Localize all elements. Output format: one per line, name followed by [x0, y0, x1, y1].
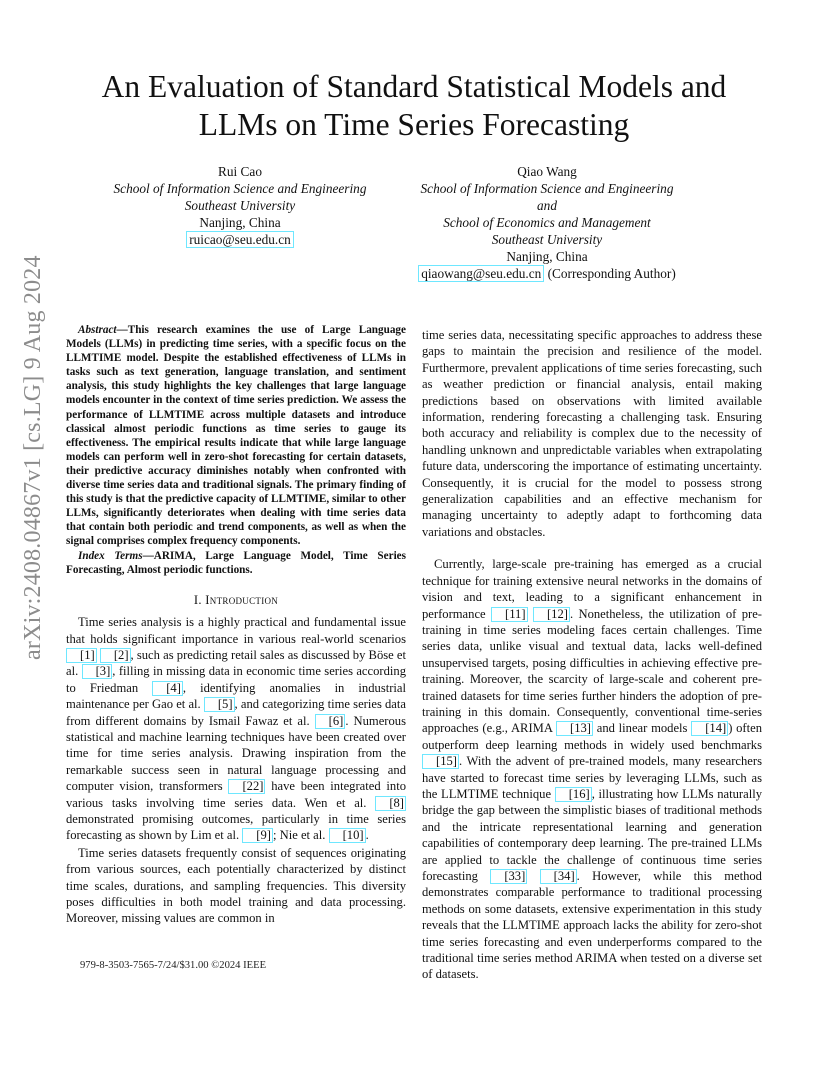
- text-run: . Nonetheless, the utilization of pre-training in time series modeling faces certain challenges. Time series data, unlike visual and textual data, lacks well-defined unsupervised targets, posing difficulties in achieving effective pre-training. Moreover, the scarcity of large-scale and coherent pre-trained datasets for time series further hinders the adoption of pre-training in this domain. Consequently, conventional time-series approaches (e.g., ARIMA: [422, 606, 762, 736]
- section-title: Introduction: [205, 592, 279, 607]
- citation-link[interactable]: [11]: [491, 607, 528, 622]
- abstract-label: Abstract: [78, 324, 117, 336]
- citation-link[interactable]: [22]: [228, 779, 265, 794]
- author-affiliation: and: [537, 198, 557, 213]
- text-run: .: [365, 828, 369, 843]
- author-affiliation: School of Information Science and Engineering: [113, 181, 367, 196]
- text-run: ; Nie et al.: [272, 828, 329, 843]
- text-run: , and categorizing time series data from different domains by Ismail Fawaz et al.: [66, 697, 406, 728]
- text-run: Currently, large-scale pre-training has emerged as a crucial technique for training extensive neural networks in the domains of vision and text, leading to a significant enhancement in performance: [422, 557, 762, 621]
- section-heading: [66, 592, 406, 608]
- author-email-link[interactable]: ruicao@seu.edu.cn: [186, 231, 294, 248]
- text-run: [527, 869, 539, 883]
- intro-paragraph-2-continued: time series data, necessitating specific approaches to address these gaps to maintain the precision and resilience of the model. Furthermore, prevalent applications of time series forecasting, such as weather prediction or financial analysis, entail making predictions based on observations with limited available information, rendering forecasting a challenging task. Ensuring both accuracy and reliability is complex due to the necessity of handling unknown and unpredictable variables when extrapolating future data, underscoring the importance of estimating uncertainty. Consequently, it is crucial for the model to possess strong generalization capabilities and an effective mechanism for managing uncertainty to adeptly adapt to forthcoming data variations and obstacles.: [422, 328, 762, 539]
- citation-link[interactable]: [33]: [490, 869, 527, 884]
- citation-link[interactable]: [13]: [556, 721, 593, 736]
- text-run: have been integrated into various tasks involving time series data. Wen et al.: [66, 779, 406, 810]
- citation-link[interactable]: [9]: [242, 828, 273, 843]
- corresponding-author-note: (Corresponding Author): [547, 266, 676, 281]
- abstract-text: —This research examines the use of Large Language Models (LLMs) in predicting time series, with a specific focus on the LLMTIME model. Despite the established effectiveness of LLMs in tasks such as text generation, language translation, and sentiment analysis, this study highlights the key challenges that large language models encounter in the context of time series prediction. We assess the performance of LLMTIME across multiple datasets and introduce classical almost periodic functions as time series to gauge its effectiveness. The empirical results indicate that while large language models can perform well in zero-shot forecasting for certain datasets, their predictive accuracy diminishes notably when confronted with diverse time series data and traditional signals. The primary finding of this study is that the predictive capacity of LLMTIME, similar to other LLMs, significantly deteriorates when dealing with time series data that contain both periodic and trend components, as well as when the signal comprises complex frequency components.: [66, 324, 406, 548]
- intro-paragraph-3: [422, 556, 762, 983]
- index-terms: [66, 549, 406, 577]
- citation-link[interactable]: [6]: [315, 714, 346, 729]
- citation-link[interactable]: [1]: [66, 648, 97, 663]
- text-run: , identifying anomalies in industrial maintenance per Gao et al.: [66, 680, 406, 712]
- author-block-1: [100, 163, 380, 248]
- text-run: , illustrating how LLMs naturally bridge the gap between the simplistic biases of traditional methods and the intricate representational learning and generation capabilities of contemporary deep learning. The pre-trained LLMs are applied to tackle the challenge of continuous time series forecasting: [422, 786, 762, 883]
- author-affiliation: School of Economics and Management: [443, 215, 651, 230]
- text-run: . Numerous statistical and machine learning techniques have been created over time for time series analysis. Drawing inspiration from the remarkable success seen in natural language processing and computer vision, transformers: [66, 713, 406, 794]
- intro-paragraph-2: Time series datasets frequently consist of sequences originating from various sources, each potentially characterized by distinct time scales, durations, and sampling frequencies. This diversity poses difficulties in both model training and data processing. Moreover, missing values are common in: [66, 845, 406, 926]
- author-email-link[interactable]: qiaowang@seu.edu.cn: [418, 265, 544, 282]
- citation-link[interactable]: [3]: [82, 664, 113, 679]
- text-run: demonstrated promising outcomes, particularly in time series forecasting as shown by Lim et al.: [66, 811, 406, 843]
- citation-link[interactable]: [34]: [540, 869, 577, 884]
- index-terms-label: Index Terms: [78, 549, 143, 562]
- copyright-footer: 979-8-3503-7565-7/24/$31.00 ©2024 IEEE: [80, 960, 267, 971]
- left-column: [66, 323, 406, 927]
- right-column: [422, 327, 762, 983]
- arxiv-sidebar-stamp: arXiv:2408.04867v1 [cs.LG] 9 Aug 2024: [20, 255, 46, 660]
- author-affiliation: Southeast University: [491, 232, 603, 247]
- abstract: [66, 323, 406, 549]
- text-run: and linear models: [592, 721, 692, 736]
- text-run: . However, while this method demonstrates comparable performance to traditional processing methods on some datasets, extensive experimentation in this study reveals that the LLMTIME approach lacks the ability for zero-shot time series forecasting and even underperforms compared to the traditional time series method ARIMA when tested on a diverse set of datasets.: [422, 869, 762, 982]
- author-name: Qiao Wang: [517, 164, 577, 179]
- citation-link[interactable]: [15]: [422, 754, 459, 769]
- citation-link[interactable]: [14]: [691, 721, 728, 736]
- index-terms-text: —ARIMA, Large Language Model, Time Series Forecasting, Almost periodic functions.: [66, 549, 406, 576]
- citation-link[interactable]: [4]: [152, 681, 183, 696]
- author-affiliation: Southeast University: [184, 198, 296, 213]
- citation-link[interactable]: [16]: [555, 787, 592, 802]
- text-run: , such as predicting retail sales as discussed by Böse et al.: [66, 647, 406, 679]
- author-affiliation: School of Information Science and Engineering: [420, 181, 674, 196]
- paper-title: [40, 68, 788, 144]
- title-line-1: An Evaluation of Standard Statistical Models and: [101, 69, 727, 104]
- citation-link[interactable]: [12]: [533, 607, 570, 622]
- citation-link[interactable]: [10]: [329, 828, 366, 843]
- title-line-2: LLMs on Time Series Forecasting: [198, 107, 630, 142]
- citation-link[interactable]: [2]: [100, 648, 131, 663]
- author-block-2: [407, 163, 687, 282]
- text-run: ) often outperform deep learning methods in widely used benchmarks: [422, 721, 763, 752]
- citation-link[interactable]: [5]: [204, 697, 235, 712]
- citation-link[interactable]: [8]: [375, 796, 406, 811]
- intro-paragraph-1: [66, 614, 406, 844]
- section-number: I.: [193, 592, 202, 607]
- text-run: . With the advent of pre-trained models, many researchers have started to forecast time series by leveraging LLMs, such as the LLMTIME technique: [422, 754, 762, 801]
- text-run: Time series analysis is a highly practical and fundamental issue that holds significant importance in various real-world scenarios: [66, 615, 406, 646]
- author-location: Nanjing, China: [199, 215, 281, 230]
- text-run: , filling in missing data in economic time series according to Friedman: [66, 664, 406, 695]
- author-location: Nanjing, China: [506, 249, 588, 264]
- author-name: Rui Cao: [218, 164, 262, 179]
